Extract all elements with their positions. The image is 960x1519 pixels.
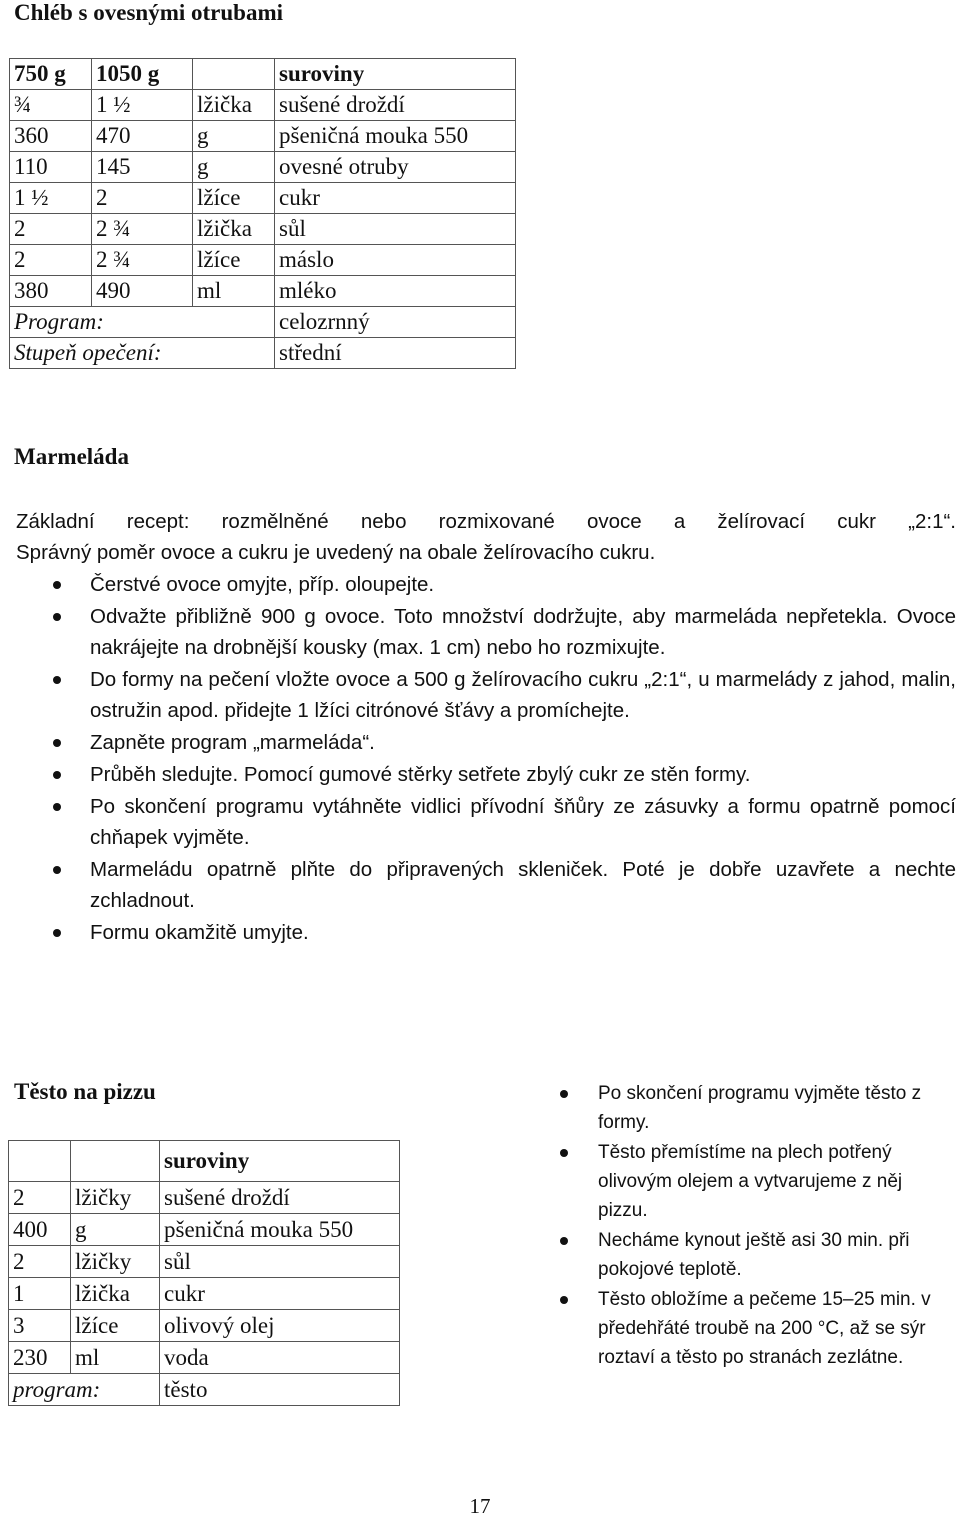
cell: lžičky xyxy=(71,1246,160,1278)
cell: 145 xyxy=(92,152,193,183)
bullet-icon xyxy=(53,803,61,811)
step-text: Čerstvé ovoce omyjte, příp. oloupejte. xyxy=(90,573,435,596)
header-cell xyxy=(71,1141,160,1182)
jam-steps-list xyxy=(90,569,956,949)
cell: 2 xyxy=(9,1182,71,1214)
cell: voda xyxy=(160,1342,400,1374)
cell: pšeničná mouka 550 xyxy=(160,1214,400,1246)
bullet-icon xyxy=(53,866,61,874)
cell: 2 xyxy=(92,183,193,214)
list-item xyxy=(90,791,956,853)
cell: 2 xyxy=(10,214,92,245)
cell: 360 xyxy=(10,121,92,152)
cell: 1 ½ xyxy=(92,90,193,121)
header-cell: 750 g xyxy=(10,59,92,90)
bullet-icon xyxy=(560,1237,568,1245)
table-row xyxy=(9,1278,400,1310)
table-row xyxy=(10,276,516,307)
recipe-title-jam: Marmeláda xyxy=(14,444,129,469)
step-text: Po skončení programu vytáhněte vidlici přívodní šňůry ze zásuvky a formu opatrně pomocí chňapek vyjměte. xyxy=(90,795,956,849)
cell: lžička xyxy=(71,1278,160,1310)
list-item xyxy=(90,664,956,726)
step-text: Necháme kynout ještě asi 30 min. při pokojové teplotě. xyxy=(598,1230,910,1280)
step-text: Odvažte přibližně 900 g ovoce. Toto množství dodržujte, aby marmeláda nepřetekla. Ovoce nakrájejte na drobnější kousky (max. 1 cm) nebo ho rozmixujte. xyxy=(90,605,956,659)
step-text: Po skončení programu vyjměte těsto z formy. xyxy=(598,1083,922,1133)
step-text: Průběh sledujte. Pomocí gumové stěrky setřete zbylý cukr ze stěn formy. xyxy=(90,763,751,786)
cell: g xyxy=(71,1214,160,1246)
intro-line: Správný poměr ovoce a cukru je uvedený na obale želírovacího cukru. xyxy=(16,541,656,564)
table-row xyxy=(9,1182,400,1214)
bullet-icon xyxy=(53,771,61,779)
cell: lžičky xyxy=(71,1182,160,1214)
cell: 470 xyxy=(92,121,193,152)
cell: g xyxy=(193,121,275,152)
step-text: Formu okamžitě umyjte. xyxy=(90,921,309,944)
header-cell xyxy=(9,1141,71,1182)
degree-label: Stupeň opečení: xyxy=(10,338,275,369)
jam-intro xyxy=(16,506,956,568)
list-item xyxy=(598,1285,954,1372)
header-cell: suroviny xyxy=(160,1141,400,1182)
cell: sůl xyxy=(160,1246,400,1278)
list-item xyxy=(598,1079,954,1137)
cell: 1 ½ xyxy=(10,183,92,214)
cell: cukr xyxy=(275,183,516,214)
cell: 380 xyxy=(10,276,92,307)
pizza-steps-list xyxy=(598,1079,954,1373)
list-item xyxy=(90,601,956,663)
bullet-icon xyxy=(53,581,61,589)
table-header-row xyxy=(9,1141,400,1182)
program-label: Program: xyxy=(10,307,275,338)
header-cell: suroviny xyxy=(275,59,516,90)
cell: lžička xyxy=(193,90,275,121)
cell: ovesné otruby xyxy=(275,152,516,183)
bullet-icon xyxy=(53,613,61,621)
table-row xyxy=(10,245,516,276)
table-row xyxy=(10,214,516,245)
step-text: Do formy na pečení vložte ovoce a 500 g želírovacího cukru „2:1“, u marmelády z jahod, malin, ostružin apod. přidejte 1 lžíci citrónové šťávy a promíchejte. xyxy=(90,668,956,722)
cell: lžíce xyxy=(71,1310,160,1342)
table-header-row xyxy=(10,59,516,90)
list-item xyxy=(90,727,956,758)
cell: mléko xyxy=(275,276,516,307)
cell: cukr xyxy=(160,1278,400,1310)
cell: 3 xyxy=(9,1310,71,1342)
cell: 490 xyxy=(92,276,193,307)
table-row xyxy=(10,152,516,183)
cell: g xyxy=(193,152,275,183)
table-row xyxy=(9,1214,400,1246)
program-label: program: xyxy=(9,1374,160,1406)
program-row xyxy=(10,307,516,338)
table-row xyxy=(9,1310,400,1342)
bullet-icon xyxy=(53,676,61,684)
bullet-icon xyxy=(53,929,61,937)
recipe-title-bread: Chléb s ovesnými otrubami xyxy=(14,0,283,25)
program-value: celozrnný xyxy=(275,307,516,338)
step-text: Marmeládu opatrně plňte do připravených skleniček. Poté je dobře uzavřete a nechte zchladnout. xyxy=(90,858,956,912)
header-cell xyxy=(193,59,275,90)
bullet-icon xyxy=(560,1296,568,1304)
step-text: Těsto obložíme a pečeme 15–25 min. v předehřáté troubě na 200 °C, až se sýr roztaví a těsto po stranách zezlátne. xyxy=(598,1289,931,1368)
step-text: Těsto přemístíme na plech potřený olivovým olejem a vytvarujeme z něj pizzu. xyxy=(598,1142,903,1221)
intro-line: Základní recept: rozmělněné nebo rozmixované ovoce a želírovací cukr „2:1“. xyxy=(16,510,956,533)
bullet-icon xyxy=(53,739,61,747)
cell: 2 ¾ xyxy=(92,245,193,276)
cell: sušené droždí xyxy=(275,90,516,121)
cell: ml xyxy=(71,1342,160,1374)
list-item xyxy=(90,569,956,600)
table-row xyxy=(10,90,516,121)
cell: 400 xyxy=(9,1214,71,1246)
cell: lžíce xyxy=(193,245,275,276)
list-item xyxy=(598,1226,954,1284)
header-cell: 1050 g xyxy=(92,59,193,90)
bread-ingredients-table xyxy=(9,58,516,369)
cell: sůl xyxy=(275,214,516,245)
program-value: těsto xyxy=(160,1374,400,1406)
cell: 110 xyxy=(10,152,92,183)
bullet-icon xyxy=(560,1090,568,1098)
list-item xyxy=(90,759,956,790)
list-item xyxy=(90,854,956,916)
list-item xyxy=(598,1138,954,1225)
pizza-ingredients-table xyxy=(8,1140,400,1406)
bullet-icon xyxy=(560,1149,568,1157)
cell: 2 ¾ xyxy=(92,214,193,245)
degree-row xyxy=(10,338,516,369)
page-number: 17 xyxy=(469,1494,491,1518)
table-row xyxy=(10,121,516,152)
degree-value: střední xyxy=(275,338,516,369)
list-item xyxy=(90,917,956,948)
program-row xyxy=(9,1374,400,1406)
cell: 1 xyxy=(9,1278,71,1310)
cell: sušené droždí xyxy=(160,1182,400,1214)
table-row xyxy=(9,1246,400,1278)
cell: ¾ xyxy=(10,90,92,121)
table-row xyxy=(9,1342,400,1374)
cell: 230 xyxy=(9,1342,71,1374)
cell: máslo xyxy=(275,245,516,276)
recipe-title-pizza: Těsto na pizzu xyxy=(14,1079,156,1104)
cell: lžíce xyxy=(193,183,275,214)
cell: olivový olej xyxy=(160,1310,400,1342)
cell: 2 xyxy=(10,245,92,276)
step-text: Zapněte program „marmeláda“. xyxy=(90,731,375,754)
cell: lžička xyxy=(193,214,275,245)
cell: 2 xyxy=(9,1246,71,1278)
cell: ml xyxy=(193,276,275,307)
table-row xyxy=(10,183,516,214)
cell: pšeničná mouka 550 xyxy=(275,121,516,152)
